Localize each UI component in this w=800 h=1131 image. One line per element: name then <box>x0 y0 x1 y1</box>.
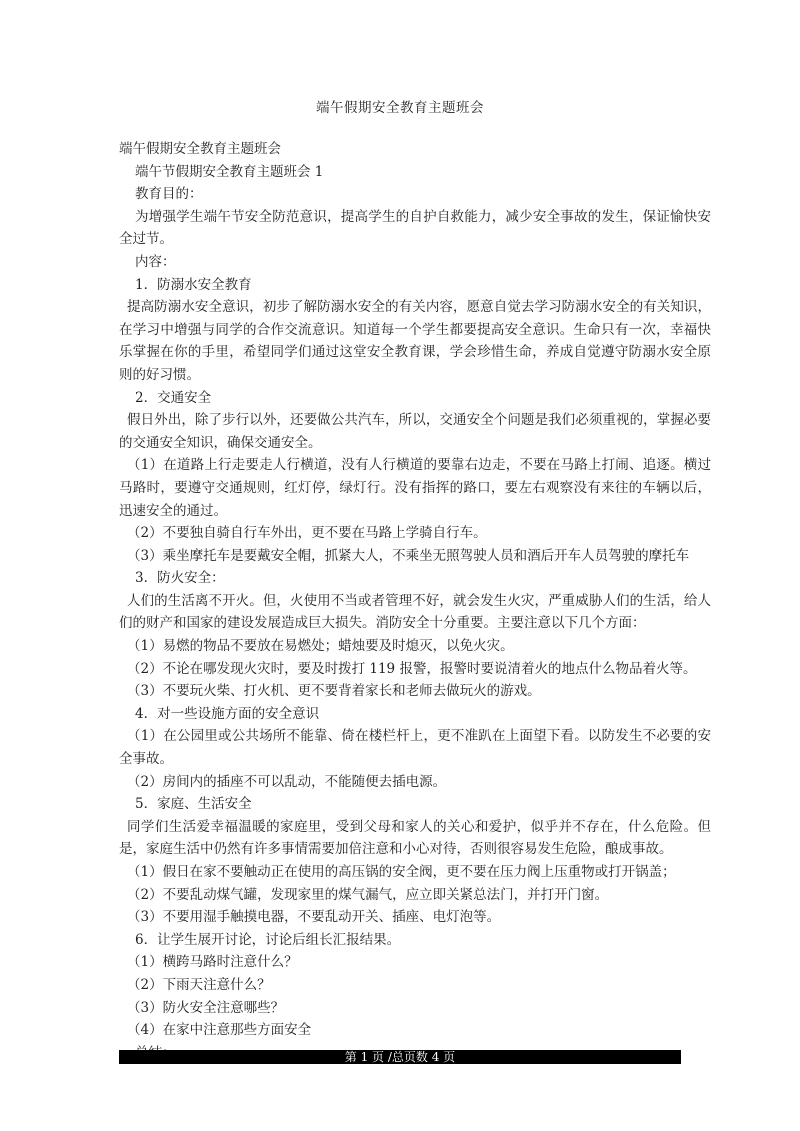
document-paragraph: 4．对一些设施方面的安全意识 <box>135 705 320 722</box>
document-paragraph: （1）在公园里或公共场所不能靠、倚在楼栏杆上，更不准趴在上面望下看。以防发生不必要的安全事故。 <box>119 728 711 768</box>
document-paragraph: （1）在道路上行走要走人行横道，没有人行横道的要靠右边走，不要在马路上打闹、追逐。横过马路时，要遵守交通规则，红灯停，绿灯行。没有指挥的路口，要左右观察没有来往的车辆以后，迅速安全的通过。 <box>119 457 711 519</box>
document-paragraph: 5．家庭、生活安全 <box>135 796 252 813</box>
document-paragraph: 6．让学生展开讨论，讨论后组长汇报结果。 <box>135 931 401 948</box>
document-paragraph: （4）在家中注意那些方面安全 <box>127 1022 312 1039</box>
document-paragraph: （1）假日在家不要触动正在使用的高压锅的安全阀，更不要在压力阀上压重物或打开锅盖； <box>127 864 676 880</box>
document-paragraph: 人们的生活离不开火。但，火使用不当或者管理不好，就会发生火灾，严重威胁人们的生活，给人们的财产和国家的建设发展造成巨大损失。消防安全十分重要。主要注意以下几个方面： <box>119 592 711 632</box>
document-paragraph: 同学们生活爱幸福温暖的家庭里，受到父母和家人的关心和爱护，似乎并不存在，什么危险。但是，家庭生活中仍然有许多事情需要加倍注意和小心对待，否则很容易发生危险，酿成事故。 <box>119 818 711 858</box>
document-paragraph: （2）房间内的插座不可以乱动，不能随便去插电源。 <box>127 773 447 790</box>
document-paragraph: （2）下雨天注意什么？ <box>127 976 271 993</box>
document-paragraph: 提高防溺水安全意识，初步了解防溺水安全的有关内容，愿意自觉去学习防溺水安全的有关知识，在学习中增强与同学的合作交流意识。知道每一个学生都要提高安全意识。生命只有一次，幸福快乐掌握在你的手里，希望同学们通过这堂安全教育课，学会珍惜生命，养成自觉遵守防溺水安全原则的好习惯。 <box>119 299 711 383</box>
document-paragraph: 1．防溺水安全教育 <box>135 276 252 293</box>
page-footer: 第 1 页 /总页数 4 页 <box>119 1050 681 1064</box>
document-paragraph: （1）易燃的物品不要放在易燃处；蜡烛要及时熄灭，以免火灾。 <box>127 638 514 655</box>
document-body <box>119 138 711 1064</box>
document-paragraph: （3）防火安全注意哪些？ <box>127 999 285 1016</box>
document-paragraph: 内容： <box>135 253 176 270</box>
document-title: 端午假期安全教育主题班会 <box>316 100 484 116</box>
document-paragraph: 2．交通安全 <box>135 389 212 406</box>
document-paragraph: 教育目的： <box>135 186 203 203</box>
document-paragraph: （2）不论在哪发现火灾时，要及时拨打 119 报警，报警时要说清着火的地点什么物品着火等。 <box>127 660 697 677</box>
document-paragraph: （2）不要独自骑自行车外出，更不要在马路上学骑自行车。 <box>127 525 487 542</box>
document-paragraph: 为增强学生端午节安全防范意识，提高学生的自护自救能力，减少安全事故的发生，保证愉快安全过节。 <box>119 208 711 248</box>
document-paragraph: 端午假期安全教育主题班会 <box>119 141 281 157</box>
document-paragraph: （2）不要乱动煤气罐，发现家里的煤气漏气，应立即关紧总法门，并打开门窗。 <box>127 886 609 903</box>
document-paragraph: （3）不要用湿手触摸电器，不要乱动开关、插座、电灯泡等。 <box>127 909 501 926</box>
document-paragraph: 假日外出，除了步行以外，还要做公共汽车，所以，交通安全个问题是我们必须重视的，掌握必要的交通安全知识，确保交通安全。 <box>119 412 711 451</box>
document-paragraph: 3．防火安全： <box>135 570 225 587</box>
document-paragraph: （3）不要玩火柴、打火机、更不要背着家长和老师去做玩火的游戏。 <box>127 683 541 700</box>
document-paragraph: 端午节假期安全教育主题班会 1 <box>135 163 324 180</box>
document-paragraph: （3）乘坐摩托车是要戴安全帽，抓紧大人，不乘坐无照驾驶人员和酒后开车人员驾驶的摩托车 <box>127 547 690 564</box>
document-paragraph: （1）横跨马路时注意什么？ <box>127 954 298 971</box>
